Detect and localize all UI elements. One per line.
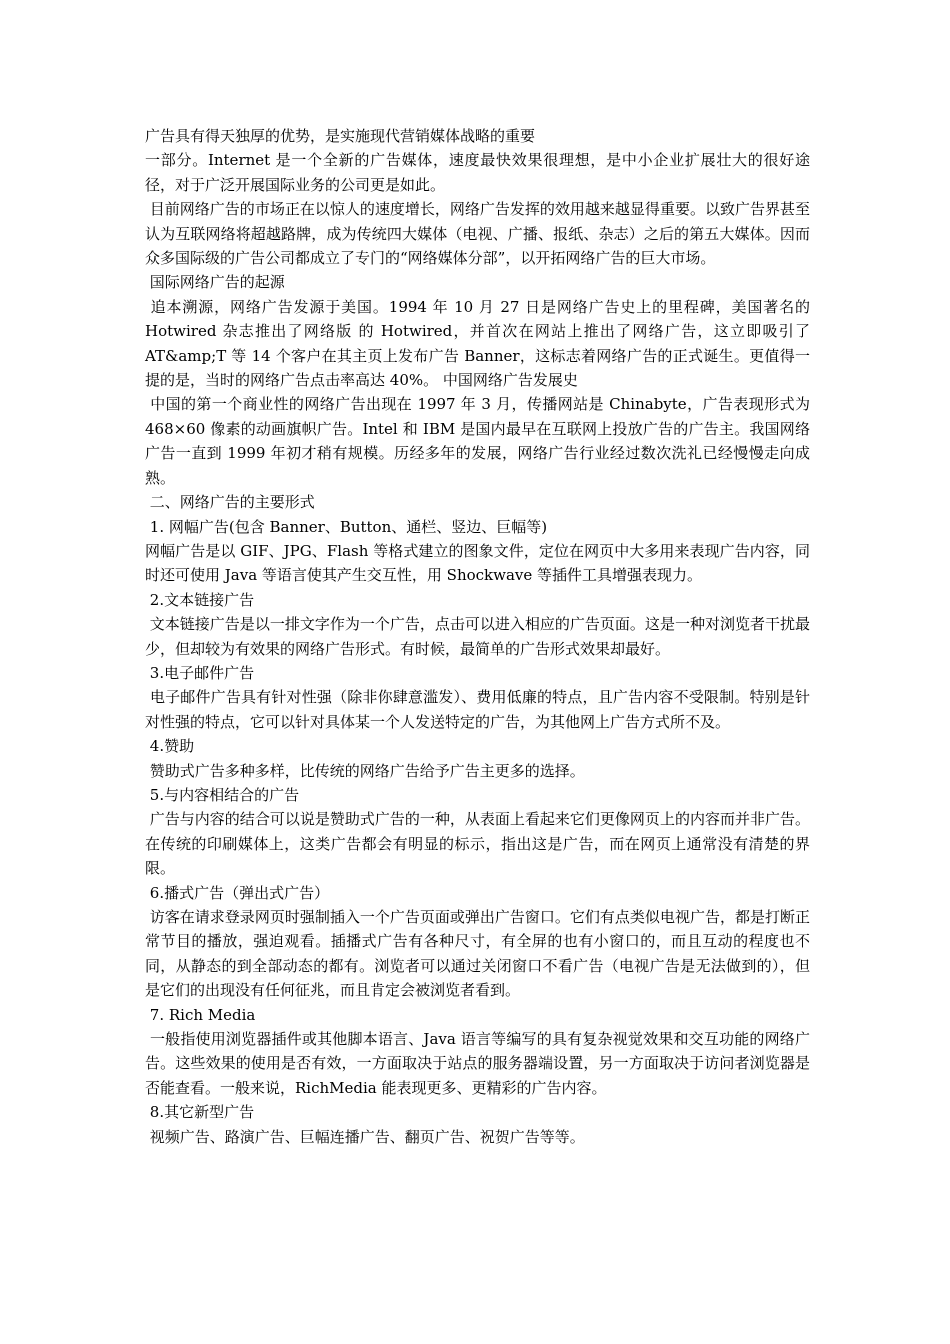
section-heading: 二、网络广告的主要形式: [145, 493, 315, 512]
item-heading: 3.电子邮件广告: [145, 663, 255, 682]
item-heading: 7. Rich Media: [145, 1005, 256, 1024]
text-line: 访客在请求登录网页时强制插入一个广告页面或弹出广告窗口。它们有点类似电视广告，都是打断正常节目的播放，强迫观看。插播式广告有各种尺寸，有全屏的也有小窗口的，而且互动的程度也不同，从静态的到全部动态的都有。浏览者可以通过关闭窗口不看广告（电视广告是无法做到的），但是它们的出现没有任何征兆，而且肯定会被浏览者看到。: [145, 908, 810, 1000]
text-line: 广告与内容的结合可以说是赞助式广告的一种，从表面上看起来它们更像网页上的内容而并非广告。在传统的印刷媒体上，这类广告都会有明显的标示，指出这是广告，而在网页上通常没有清楚的界限。: [145, 810, 810, 878]
text-line: 一般指使用浏览器插件或其他脚本语言、Java 语言等编写的具有复杂视觉效果和交互功能的网络广告。这些效果的使用是否有效，一方面取决于站点的服务器端设置，另一方面取决于访问者浏览器是否能查看。一般来说，RichMedia 能表现更多、更精彩的广告内容。: [145, 1030, 810, 1097]
document-body: [145, 124, 815, 1149]
text-line: 中国的第一个商业性的网络广告出现在 1997 年 3 月，传播网站是 Chinabyte，广告表现形式为 468×60 像素的动画旗帜广告。Intel 和 IBM 是国内最早在互联网上投放广告的广告主。我国网络广告一直到 1999 年初才稍有规模。历经多年的发展，网络广告行业经过数次洗礼已经慢慢走向成熟。: [145, 395, 815, 487]
item-heading: 4.赞助: [145, 737, 195, 756]
item-heading: 2.文本链接广告: [145, 590, 255, 609]
text-line: 网幅广告是以 GIF、JPG、Flash 等格式建立的图象文件，定位在网页中大多用来表现广告内容，同时还可使用 Java 等语言使其产生交互性，用 Shockwave 等插件工具增强表现力。: [145, 541, 810, 585]
text-line: 追本溯源，网络广告发源于美国。1994 年 10 月 27 日是网络广告史上的里程碑，美国著名的 Hotwired 杂志推出了网络版 的 Hotwired，并首次在网站上推出了网络广告，这立即吸引了 AT&amp;T 等 14 个客户在其主页上发布广告 Banner，这标志着网络广告的正式诞生。更值得一提的是，当时的网络广告点击率高达 40%。 中国网络广告发展史: [145, 297, 815, 390]
text-line: 一部分。Internet 是一个全新的广告媒体，速度最快效果很理想，是中小企业扩展壮大的很好途径，对于广泛开展国际业务的公司更是如此。: [145, 151, 810, 194]
item-heading: 8.其它新型广告: [145, 1103, 255, 1122]
text-line: 赞助式广告多种多样，比传统的网络广告给予广告主更多的选择。: [145, 761, 585, 780]
text-line: 电子邮件广告具有针对性强（除非你肆意滥发）、费用低廉的特点，且广告内容不受限制。特别是针对性强的特点，它可以针对具体某一个人发送特定的广告，为其他网上广告方式所不及。: [145, 688, 810, 731]
item-heading: 5.与内容相结合的广告: [145, 785, 300, 804]
text-line: 广告具有得天独厚的优势，是实施现代营销媒体战略的重要: [145, 127, 536, 145]
section-heading: 国际网络广告的起源: [145, 273, 285, 292]
text-line: 文本链接广告是以一排文字作为一个广告，点击可以进入相应的广告页面。这是一种对浏览者干扰最少，但却较为有效果的网络广告形式。有时候，最简单的广告形式效果却最好。: [145, 615, 810, 658]
item-heading: 1. 网幅广告(包含 Banner、Button、通栏、竖边、巨幅等): [145, 517, 548, 536]
text-line: 视频广告、路演广告、巨幅连播广告、翻页广告、祝贺广告等等。: [145, 1127, 585, 1146]
text-line: 目前网络广告的市场正在以惊人的速度增长，网络广告发挥的效用越来越显得重要。以致广告界甚至认为互联网络将超越路牌，成为传统四大媒体（电视、广播、报纸、杂志）之后的第五大媒体。因而众多国际级的广告公司都成立了专门的“网络媒体分部”，以开拓网络广告的巨大市场。: [145, 200, 810, 268]
item-heading: 6.播式广告（弹出式广告）: [145, 883, 330, 902]
